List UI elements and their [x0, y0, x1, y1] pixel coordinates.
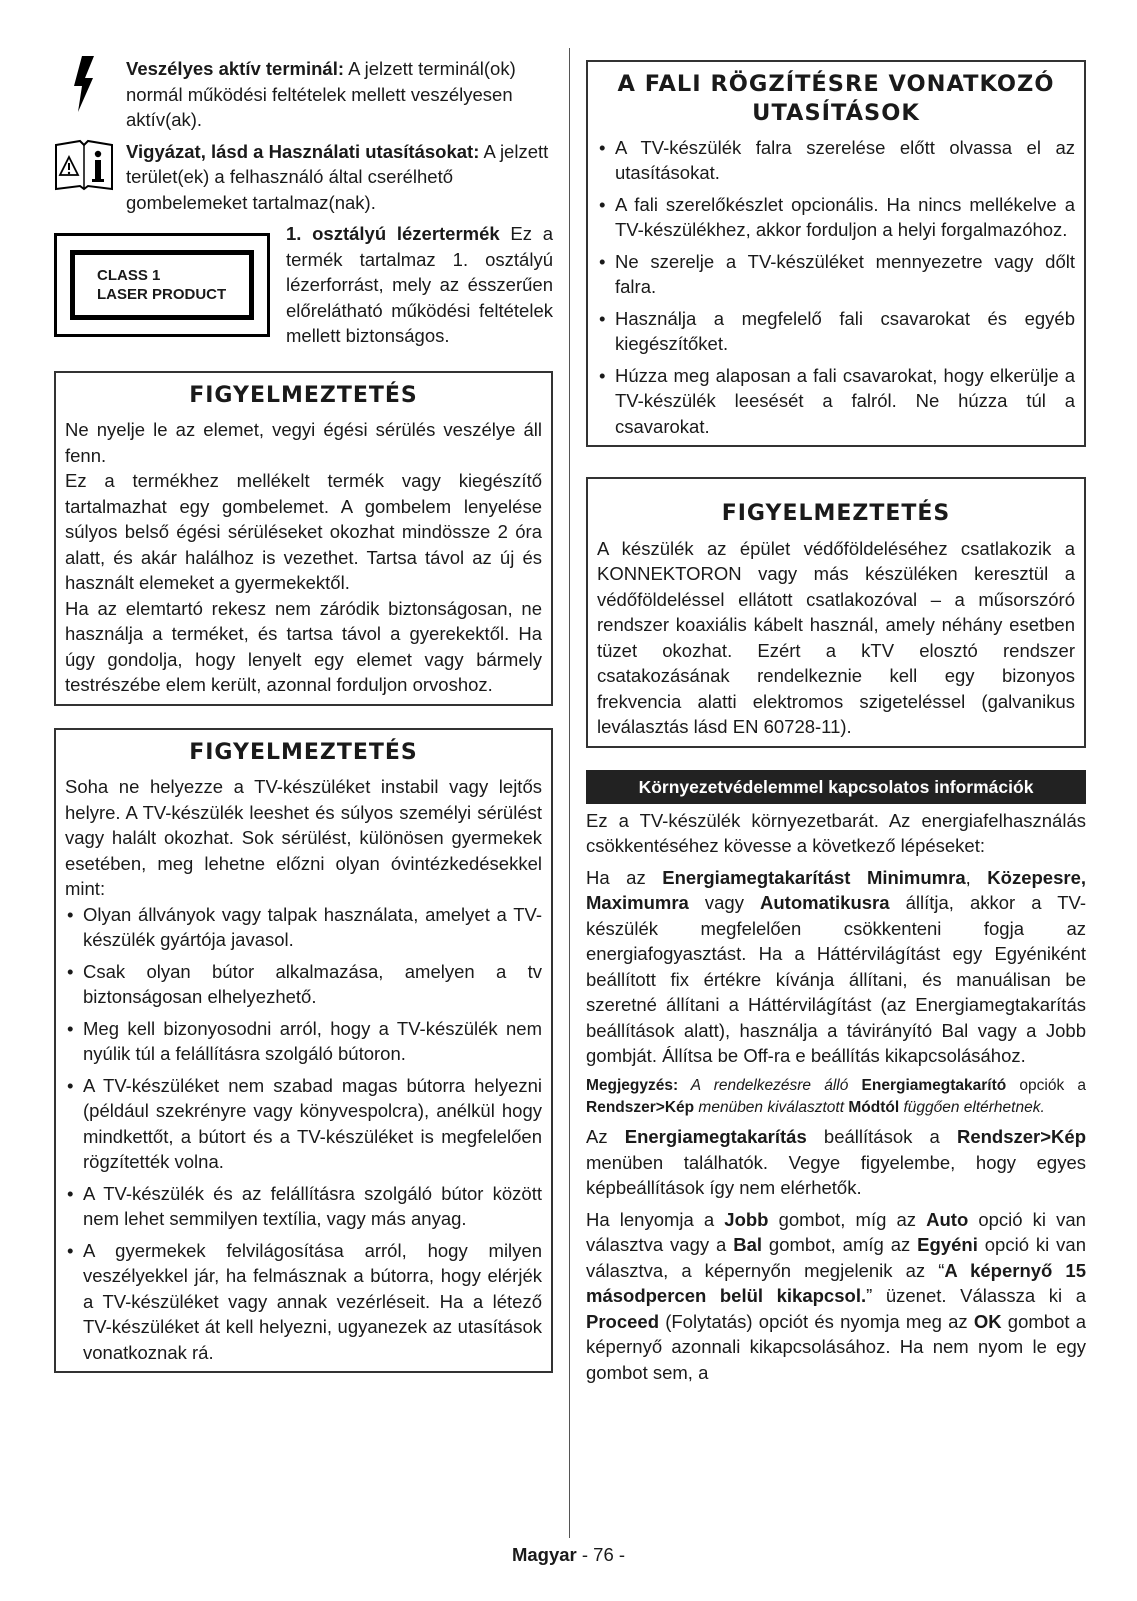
stability-warning-title: FIGYELMEZTETÉS	[189, 739, 418, 765]
laser-label-line1: CLASS 1	[97, 266, 161, 284]
laser-text: Ez a termék tartalmaz 1. osztályú lézerforrást, mely az ésszerűen előrelátható működési feltételek mellett biztonságos.	[286, 223, 553, 347]
footer-language: Magyar	[511, 1544, 577, 1565]
list-item: • Használja a megfelelő fali csavarokat és egyéb kiegészítőket.	[597, 306, 1075, 357]
battery-warning-p3: Ha az elemtartó rekesz nem záródik biztonságosan, ne használja a terméket, és tartsa távol a gyerekektől. Ha úgy gondolja, hogy lenyelt egy elemet vagy bármely testrészébe elem került, azonnal forduljon orvoshoz.	[65, 597, 542, 696]
list-item: • Húzza meg alaposan a fali csavarokat, hogy elkerülje a TV-készülék leesését a falról. Ne húzza túl a csavarokat.	[597, 363, 1075, 440]
laser-notice	[54, 221, 553, 349]
page-number: - 76 -	[576, 1544, 626, 1565]
column-divider	[569, 48, 570, 1538]
caution-title: Vigyázat, lásd a Használati utasításokat:	[126, 140, 480, 162]
lightning-bolt-icon	[54, 56, 114, 133]
warning-info-icon	[54, 139, 114, 216]
class1-laser-label	[54, 233, 270, 337]
earth-warning-title: FIGYELMEZTETÉS	[721, 501, 951, 527]
right-column	[586, 56, 1086, 1391]
stability-warning-intro: Soha ne helyezze a TV-készüléket instabil vagy lejtős helyre. A TV-készülék leeshet és súlyos személyi sérülést vagy halált okozhat. Sok sérülést, különösen gyermekek esetében, meg lehetne előzni olyan óvintézkedésekkel mint:	[65, 776, 542, 900]
list-item: • A TV-készülék falra szerelése előtt olvassa el az utasításokat.	[597, 135, 1075, 186]
caution-text: A jelzett terület(ek) a felhasználó által cserélhető gombelemeket tartalmaz(nak).	[126, 140, 549, 213]
battery-warning-p2: Ez a termékhez mellékelt termék vagy kiegészítő tartalmazhat egy gombelemet. A gombelem lenyelése súlyos belső égési sérüléseket okozhat mindössze 2 óra alatt, és akár halálhoz is vezethet. Tartsa távol az új és használt elemeket a gyermekektől.	[65, 470, 542, 594]
battery-warning-title: FIGYELMEZTETÉS	[189, 382, 418, 408]
battery-warning-box	[54, 371, 553, 706]
wall-mount-box	[586, 60, 1086, 447]
list-item: • Csak olyan bútor alkalmazása, amelyen a tv biztonságosan elhelyezhető.	[65, 959, 542, 1010]
page-footer	[0, 1542, 1137, 1568]
earth-warning-text: A készülék az épület védőföldeléséhez csatlakozik a KONNEKTORON vagy más készüléken keresztül a védőföldeléssel ellátott csatlakozóval – a műsorszóró rendszer koaxiális kábelt használ, amely néhány esetben tüzet okozhat. Ezért a kTV elosztó rendszer csatakozásának rendelkeznie kell egy bizonyos frekvencia alatti elektromos szigeteléssel (galvanikus leválasztás lásd EN 60728-11).	[597, 537, 1075, 738]
list-item: • Meg kell bizonyosodni arról, hogy a TV-készülék nem nyúlik túl a felállításra szolgáló bútoron.	[65, 1016, 542, 1067]
battery-warning-p1: Ne nyelje le az elemet, vegyi égési sérülés veszélye áll fenn.	[65, 419, 542, 466]
list-item: • A fali szerelőkészlet opcionális. Ha nincs mellékelve a TV-készülékhez, akkor forduljon a helyi forgalmazóhoz.	[597, 192, 1075, 243]
wall-mount-list	[597, 135, 1075, 440]
live-terminal-notice	[54, 56, 553, 133]
stability-warning-box	[54, 728, 553, 1374]
environment-section	[586, 808, 1086, 1386]
environment-p4: Ha lenyomja a Jobb gombot, míg az Auto opció ki van választva vagy a Bal gombot, amíg az Egyéni opció ki van választva, a képernyőn megjelenik az “A képernyő 15 másodpercen belül kikapcsol.” üzenet. Válassza ki a Proceed (Folytatás) opciót és nyomja meg az OK gombot a képernyő azonnali kikapcsolásához. Ha nem nyom le egy gombot sem, a	[586, 1208, 1087, 1383]
laser-title: 1. osztályú lézertermék	[286, 223, 500, 245]
list-item: • A TV-készülék és az felállításra szolgáló bútor között nem lehet semmilyen textília, vagy más anyag.	[65, 1181, 542, 1232]
list-item: • A gyermekek felvilágosítása arról, hogy milyen veszélyekkel jár, ha felmásznak a bútorra, hogy elérjék a TV-készüléket vagy annak vezérléseit. Ha a létező TV-készüléket át kell helyezni, ugyanezek az utasítások vonatkoznak rá.	[65, 1238, 542, 1366]
environment-p1: Ez a TV-készülék környezetbarát. Az energiafelhasználás csökkentéséhez kövesse a következő lépéseket:	[586, 809, 1086, 857]
earth-warning-box	[586, 477, 1086, 747]
laser-label-line2: LASER PRODUCT	[97, 286, 227, 304]
left-column	[54, 56, 553, 1373]
environment-heading: Környezetvédelemmel kapcsolatos információk	[586, 770, 1086, 804]
environment-note: Megjegyzés: A rendelkezésre álló Energiamegtakarító opciók a Rendszer>Kép menüben kiválasztott Módtól függően eltérhetnek.	[586, 1076, 1086, 1116]
live-terminal-text: A jelzett terminál(ok) normál működési feltételek mellett veszélyesen aktív(ak).	[126, 58, 516, 131]
list-item: • Olyan állványok vagy talpak használata, amelyet a TV-készülék gyártója javasol.	[65, 902, 542, 953]
wall-mount-title: A FALI RÖGZÍTÉSRE VONATKOZÓ UTASÍTÁSOK	[617, 71, 1055, 127]
list-item: • Ne szerelje a TV-készüléket mennyezetre vagy dőlt falra.	[597, 249, 1075, 300]
list-item: • A TV-készüléket nem szabad magas bútorra helyezni (például szekrényre vagy könyvespolcra), anélkül hogy mindkettőt, a bútort és a TV-készüléket is megfelelően rögzítették volna.	[65, 1073, 542, 1175]
environment-p2: Ha az Energiamegtakarítást Minimumra, Közepesre, Maximumra vagy Automatikusra állítja, akkor a TV-készülék megfelelően csökkenteni fogja az energiafogyasztást. Ha a Háttérvilágítást egy Egyéniként beállított fix értékre kívánja állítani, és manuálisan be szeretné állítani a Háttérvilágítást (az Energiamegtakarítás beállítások alatt), használja a távirányító Bal vagy a Jobb gombját. Állítsa be Off-ra e beállítás kikapcsolásához.	[586, 866, 1087, 1067]
environment-p3: Az Energiamegtakarítás beállítások a Rendszer>Kép menüben találhatók. Vegye figyelembe, hogy egyes képbeállítások így nem elérhetők.	[586, 1126, 1086, 1199]
caution-notice	[54, 139, 553, 216]
stability-list	[65, 902, 542, 1366]
live-terminal-title: Veszélyes aktív terminál:	[126, 58, 345, 79]
